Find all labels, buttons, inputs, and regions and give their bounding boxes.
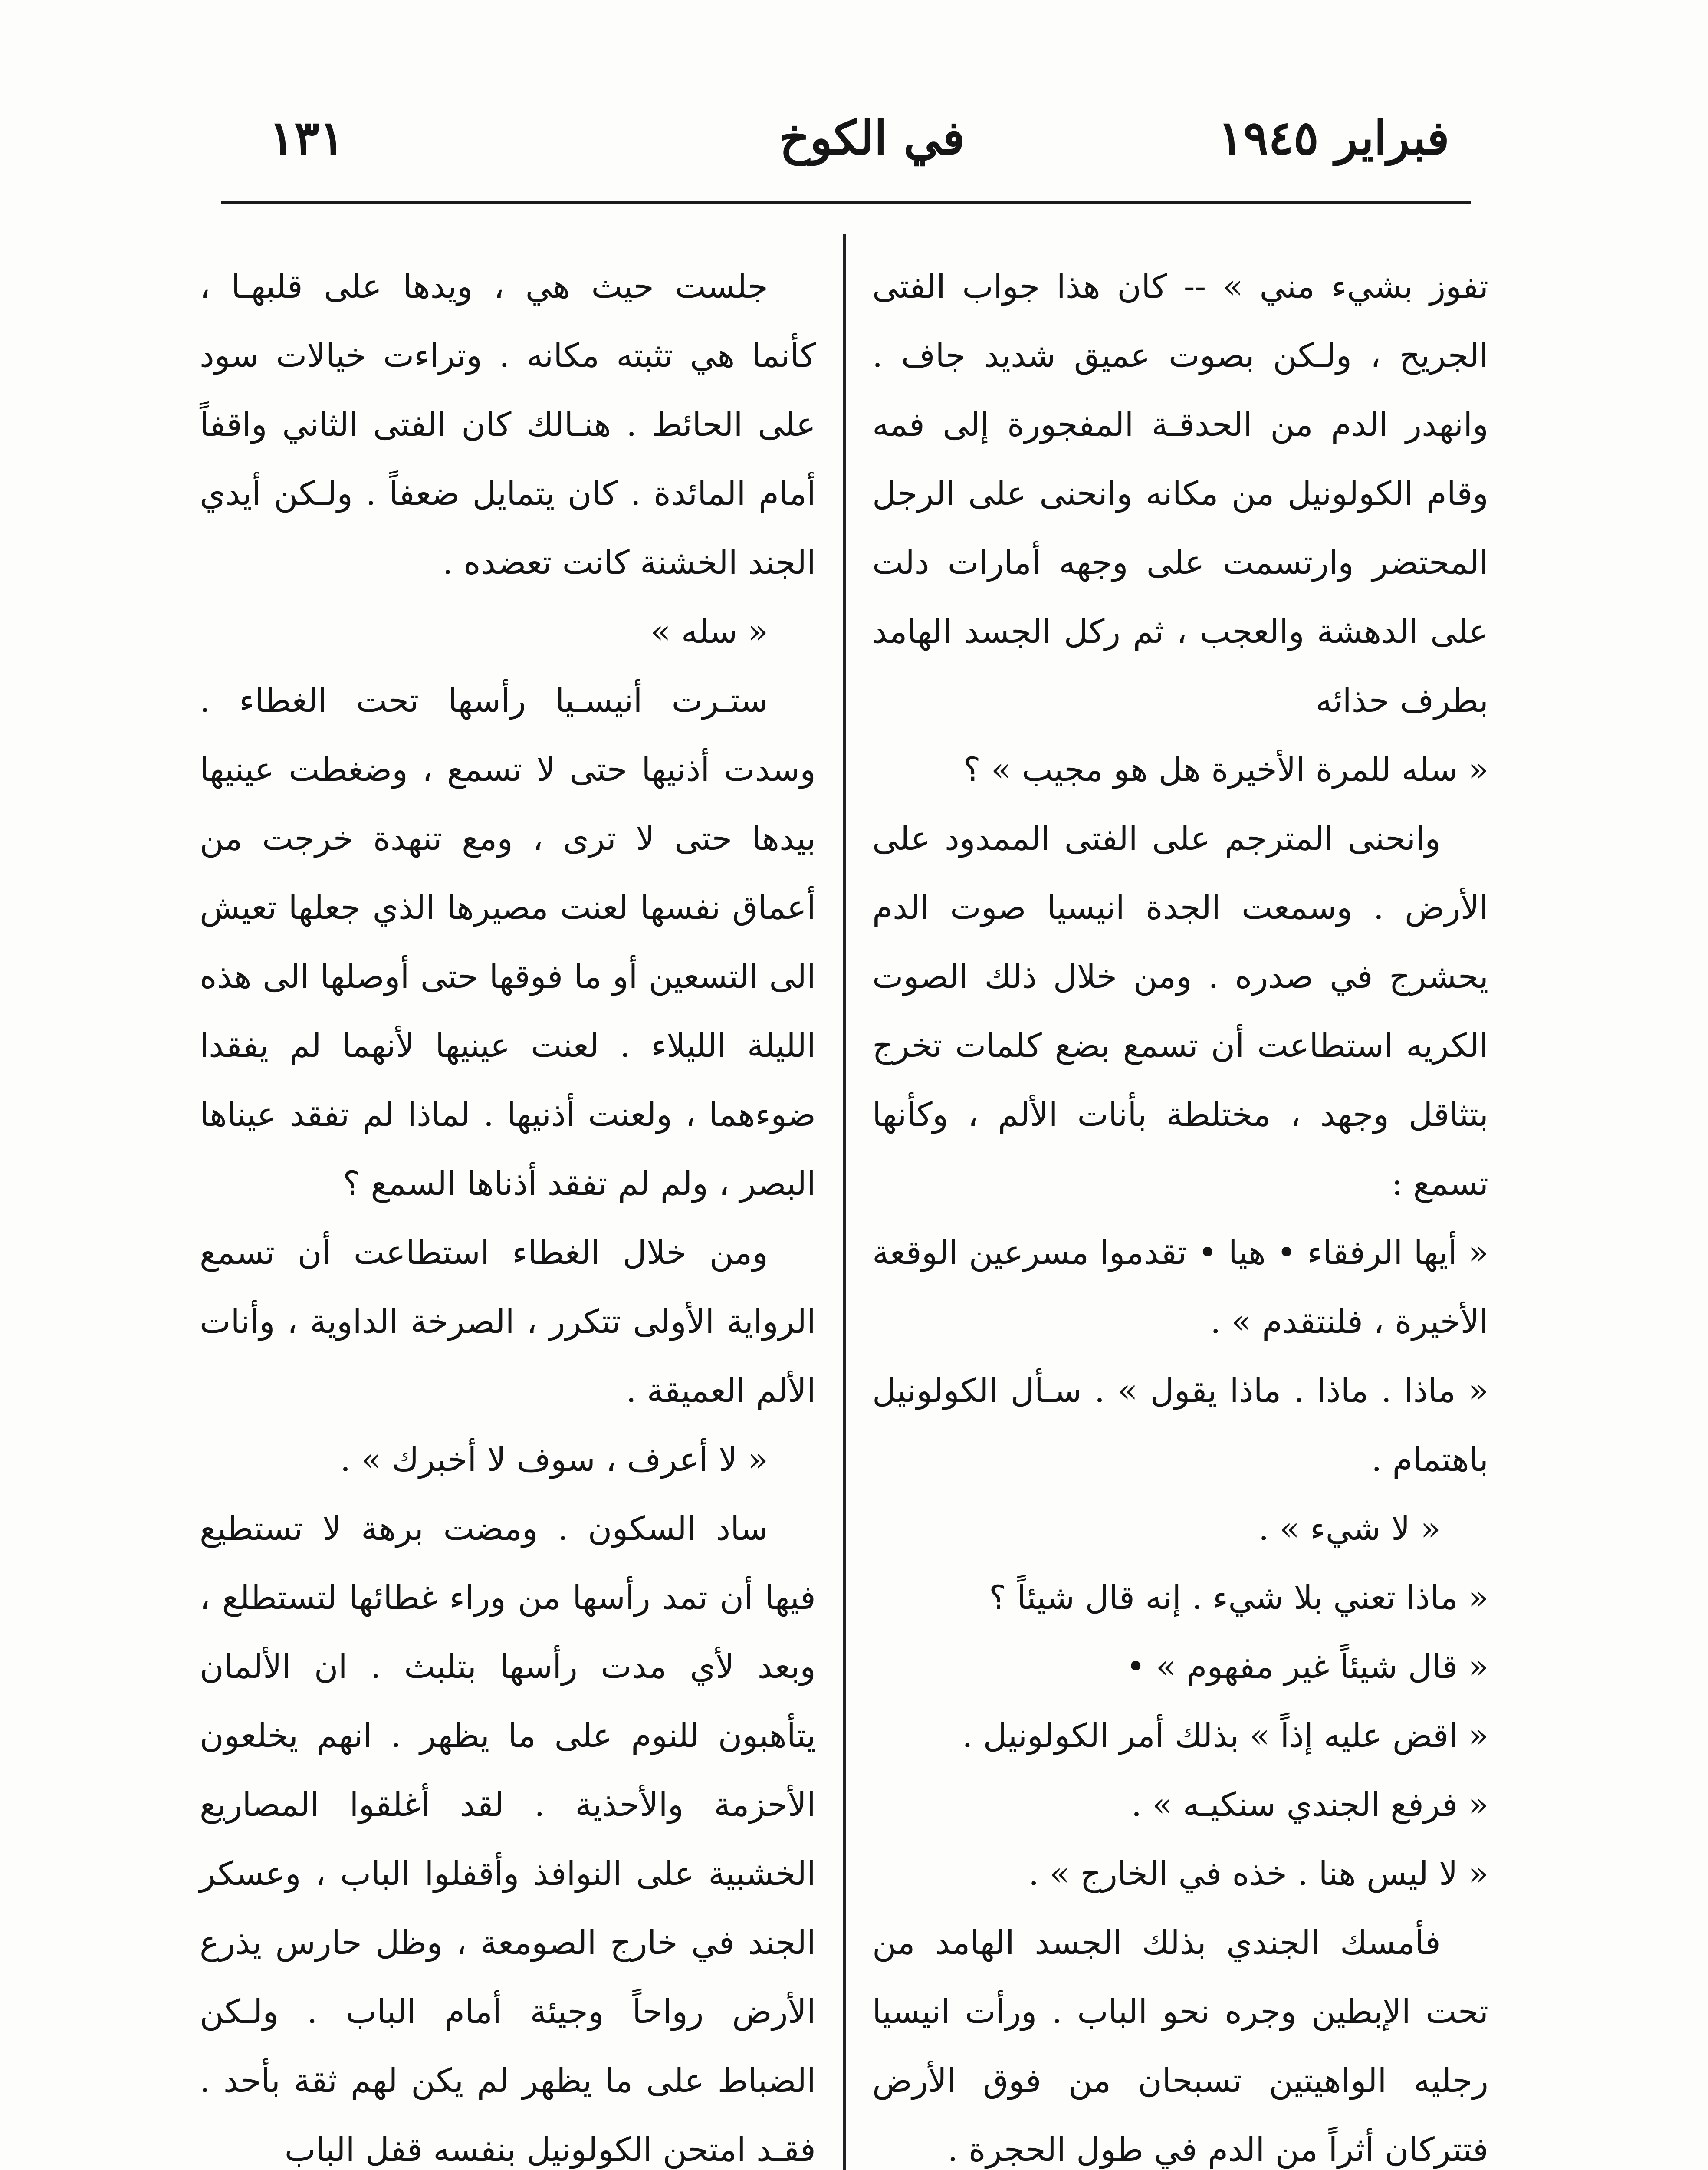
issue-date: فبراير ١٩٤٥: [1218, 111, 1449, 165]
paragraph: « لا أعرف ، سوف لا أخبرك » .: [340, 1440, 768, 1479]
paragraph: « لا شيء » .: [1258, 1509, 1441, 1548]
paragraph: « فرفع الجندي سنكيـه » .: [1131, 1785, 1488, 1824]
paragraph: جلست حيث هي ، ويدها على قلبهـا ، كأنما هي تثبته مكانه . وتراءت خيالات سود على الحائط . هنـالك كان الفتى الثاني واقفاً أمام المائدة . كان يتمايل ضعفاً . ولـكن أيدي الجند الخشنة كانت تعضده .: [200, 267, 816, 582]
paragraph: ومن خلال الغطاء استطاعت أن تسمع الرواية الأولى تتكرر ، الصرخة الداوية ، وأنات الألم العميقة .: [200, 1233, 816, 1410]
paragraph: ساد السكون . ومضت برهة لا تستطيع فيها أن تمد رأسها من وراء غطائها لتستطلع ، وبعد لأي مدت رأسها بتلبث . ان الألمان يتأهبون للنوم على ما يظهر . انهم يخلعون الأحزمة والأحذية . لقد أغلقوا المصاريع الخشبية على النوافذ وأقفلوا الباب ، وعسكر الجند في خارج الصومعة ، وظل حارس يذرع الأرض رواحاً وجيئة أمام الباب . ولـكن الضباط على ما يظهر لم يكن لهم ثقة بأحد . فقـد امتحن الكولونيل بنفسه قفل الباب: [200, 1509, 816, 2169]
paragraph: « سله »: [650, 612, 768, 651]
paragraph: « أيها الرفقاء • هيا • تقدموا مسرعين الوقعة الأخيرة ، فلنتقدم » .: [872, 1233, 1488, 1341]
paragraph: « لا ليس هنا . خذه في الخارج » .: [1028, 1854, 1488, 1893]
left-column: [200, 252, 816, 2170]
paragraph: وانحنى المترجم على الفتى الممدود على الأرض . وسمعت الجدة انيسيا صوت الدم يحشرج في صدره . ومن خلال ذلك الصوت الكريه استطاعت أن تسمع بضع كلمات تخرج بتثاقل وجهد ، مختلطة بأنات الألم ، وكأنها تسمع :: [872, 819, 1488, 1203]
paragraph: ستـرت أنيسـيا رأسها تحت الغطاء . وسدت أذنيها حتى لا تسمع ، وضغطت عينيها بيدها حتى لا ترى ، ومع تنهدة خرجت من أعماق نفسها لعنت مصيرها الذي جعلها تعيش الى التسعين أو ما فوقها حتى أوصلها الى هذه الليلة الليلاء . لعنت عينيها لأنهما لم يفقدا ضوءهما ، ولعنت أذنيها . لماذا لم تفقد عيناها البصر ، ولم لم تفقد أذناها السمع ؟: [200, 681, 816, 1203]
page-number: ١٣١: [269, 111, 345, 165]
running-title: في الكوخ: [779, 111, 965, 165]
paragraph: « اقض عليه إذاً » بذلك أمر الكولونيل .: [962, 1716, 1488, 1755]
right-column: [872, 252, 1488, 2170]
paragraph: « ماذا تعني بلا شيء . إنه قال شيئاً ؟: [989, 1578, 1488, 1617]
column-divider: [843, 234, 846, 2170]
running-header: [217, 111, 1467, 176]
paragraph: « ماذا . ماذا . ماذا يقول » . سـأل الكولونيل باهتمام .: [872, 1371, 1488, 1479]
paragraph: فأمسك الجندي بذلك الجسد الهامد من تحت الإبطين وجره نحو الباب . ورأت انيسيا رجليه الواهيتين تسبحان من فوق الأرض فتتركان أثراً من الدم في طول الحجرة .: [872, 1923, 1488, 2169]
paragraph: « قال شيئاً غير مفهوم » •: [1126, 1647, 1488, 1686]
paragraph: « سله للمرة الأخيرة هل هو مجيب » ؟: [963, 750, 1488, 789]
paragraph: تفوز بشيء مني » -- كان هذا جواب الفتى الجريح ، ولـكن بصوت عميق شديد جاف . وانهدر الدم من الحدقـة المفجورة إلى فمه وقام الكولونيل من مكانه وانحنى على الرجل المحتضر وارتسمت على وجهه أمارات دلت على الدهشة والعجب ، ثم ركل الجسد الهامد بطرف حذائه: [872, 267, 1488, 720]
header-rule: [221, 201, 1471, 204]
